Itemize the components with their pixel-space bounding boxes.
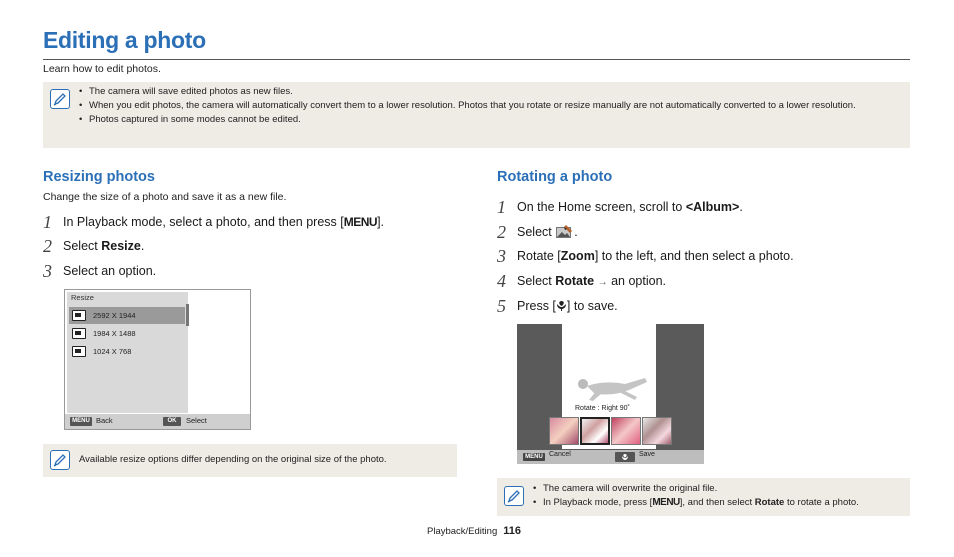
edit-photo-icon <box>555 224 574 239</box>
menu-scrollbar <box>186 304 189 326</box>
person-silhouette-icon <box>575 374 655 404</box>
resize-note-box <box>43 444 457 477</box>
cancel-label: Cancel <box>549 451 571 458</box>
ok-chip: OK <box>163 417 181 426</box>
step-number: 3 <box>497 246 506 266</box>
image-size-icon <box>72 346 86 357</box>
top-note-item: • When you edit photos, the camera will automatically convert them to a lower resolution. Photos that you rotate or resize manually are not automatically converted to a lower resolution. <box>79 99 899 113</box>
image-size-icon <box>72 328 86 339</box>
arrow-right-icon: → <box>597 277 608 288</box>
title-divider <box>43 59 910 60</box>
resizing-heading: Resizing photos <box>43 169 155 185</box>
macro-flower-icon <box>615 452 635 462</box>
thumbnail-strip <box>549 416 673 446</box>
resize-menu-panel <box>67 292 188 413</box>
step-number: 4 <box>497 271 506 291</box>
rotate-note-item: • In Playback mode, press [MENU], and then select Rotate to rotate a photo. <box>533 496 905 510</box>
page-footer <box>427 525 521 537</box>
photo-thumbnail-selected[interactable] <box>580 417 610 445</box>
step-number: 1 <box>43 212 52 232</box>
pencil-note-icon <box>504 486 524 506</box>
photo-thumbnail[interactable] <box>611 417 641 445</box>
rotate-step-4: 4 Select Rotate → an option. <box>497 271 666 291</box>
photo-thumbnail[interactable] <box>549 417 579 445</box>
save-label: Save <box>639 451 655 458</box>
resize-option[interactable]: 1024 X 768 <box>69 343 185 360</box>
menu-button-glyph: MENU <box>652 497 680 508</box>
resize-menu-header: Resize <box>71 293 94 302</box>
resize-screen-footer <box>65 414 250 429</box>
top-note-item: • The camera will save edited photos as new files. <box>79 85 899 99</box>
footer-section: Playback/Editing <box>427 526 498 537</box>
rotate-step-1: 1 On the Home screen, scroll to <Album>. <box>497 197 743 217</box>
rotate-step-3: 3 Rotate [Zoom] to the left, and then select a photo. <box>497 246 794 266</box>
pencil-note-icon <box>50 450 70 470</box>
page-number: 116 <box>503 525 521 537</box>
top-note-item: • Photos captured in some modes cannot be edited. <box>79 113 899 127</box>
step-number: 5 <box>497 296 506 316</box>
rotate-note-item: • The camera will overwrite the original file. <box>533 482 905 496</box>
top-note-box <box>43 82 910 148</box>
rotate-step-5: 5 Press [ ] to save. <box>497 296 618 316</box>
rotate-note-list <box>533 482 905 510</box>
back-label: Back <box>96 416 113 425</box>
resize-step-2: 2 Select Resize. <box>43 236 145 256</box>
resize-step-1: 1 In Playback mode, select a photo, and then press [MENU]. <box>43 212 385 232</box>
top-note-list <box>79 85 899 127</box>
rotate-screen-illustration <box>517 324 704 464</box>
resize-screen-illustration <box>64 289 251 430</box>
page-subtitle: Learn how to edit photos. <box>43 63 161 75</box>
menu-button-glyph: MENU <box>343 215 378 229</box>
rotating-heading: Rotating a photo <box>497 169 613 185</box>
menu-chip: MENU <box>70 417 92 426</box>
menu-chip: MENU <box>523 453 545 461</box>
step-number: 2 <box>497 222 506 242</box>
pencil-note-icon <box>50 89 70 109</box>
macro-flower-icon <box>556 299 567 311</box>
rotate-screen-footer <box>517 450 704 464</box>
photo-thumbnail[interactable] <box>642 417 672 445</box>
image-size-icon <box>72 310 86 321</box>
rotate-status-label: Rotate : Right 90˚ <box>575 405 630 412</box>
step-number: 3 <box>43 261 52 281</box>
step-number: 1 <box>497 197 506 217</box>
select-label: Select <box>186 416 207 425</box>
resizing-description: Change the size of a photo and save it as a new file. <box>43 191 287 203</box>
resize-option[interactable]: 1984 X 1488 <box>69 325 185 342</box>
resize-option[interactable]: 2592 X 1944 <box>69 307 185 324</box>
page-title: Editing a photo <box>43 27 206 53</box>
resize-note-text: Available resize options differ depending on the original size of the photo. <box>79 454 387 465</box>
resize-step-3: 3 Select an option. <box>43 261 157 281</box>
rotate-note-box <box>497 478 910 516</box>
step-number: 2 <box>43 236 52 256</box>
rotate-step-2: 2 Select . <box>497 222 578 242</box>
